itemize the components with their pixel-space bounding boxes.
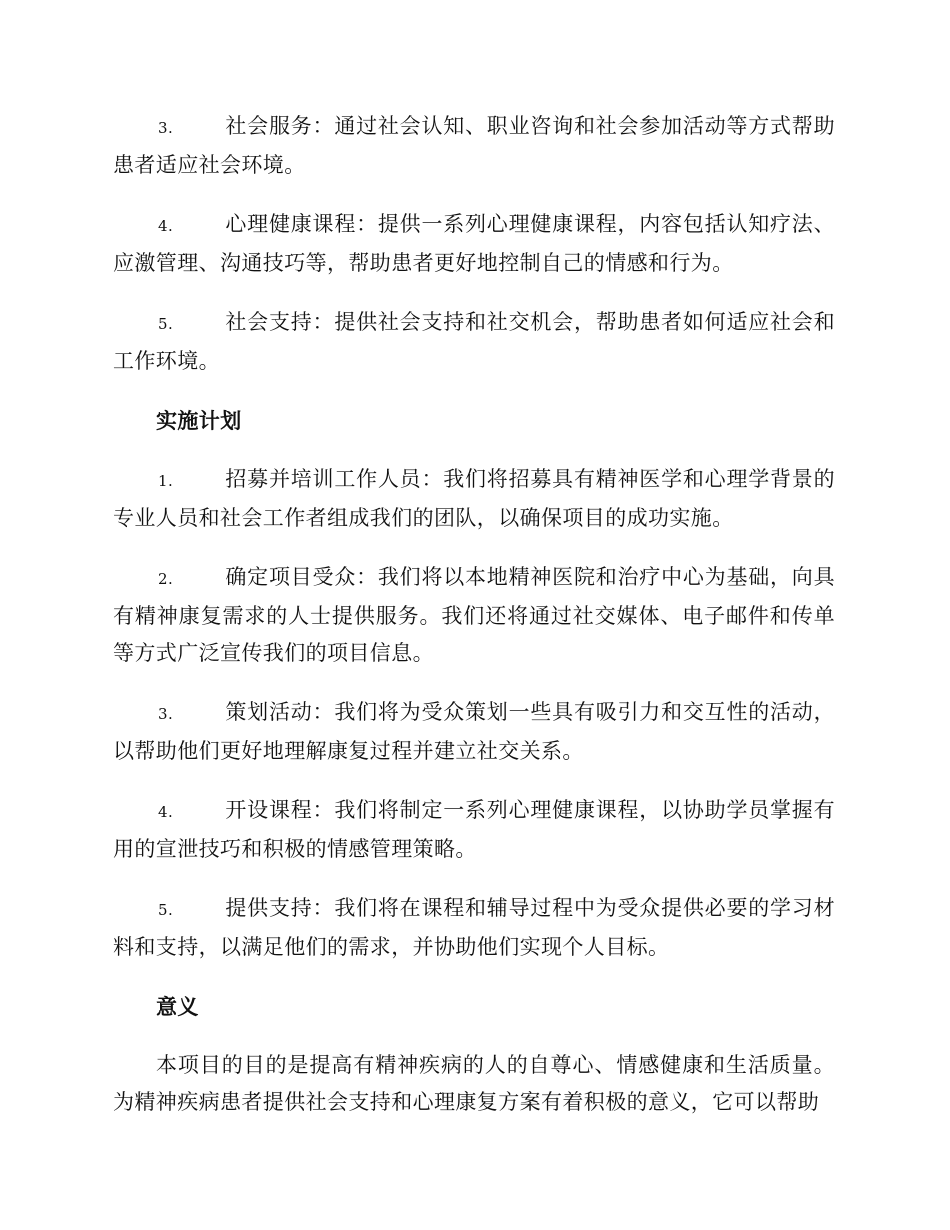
- list-text: 社会服务：通过社会认知、职业咨询和社会参加活动等方式帮助患者适应社会环境。: [113, 114, 835, 177]
- list-number: 3.: [158, 705, 174, 723]
- section-heading-meaning: 意义: [156, 994, 199, 1019]
- section-heading-plan: 实施计划: [156, 408, 242, 433]
- list-number: 5.: [158, 315, 174, 333]
- list-text: 招募并培训工作人员：我们将招募具有精神医学和心理学背景的专业人员和社会工作者组成我们的团队，以确保项目的成功实施。: [113, 467, 835, 530]
- list-number: 1.: [158, 472, 174, 490]
- list-item-plan-1: [113, 461, 835, 537]
- list-item-plan-4: [113, 792, 835, 868]
- list-item-services-5: [113, 304, 835, 380]
- list-item-plan-3: [113, 694, 835, 770]
- list-item-plan-2: [113, 559, 835, 672]
- document-body: [113, 108, 835, 1121]
- list-number: 5.: [158, 901, 174, 919]
- list-text: 确定项目受众：我们将以本地精神医院和治疗中心为基础，向具有精神康复需求的人士提供服务。我们还将通过社交媒体、电子邮件和传单等方式广泛宣传我们的项目信息。: [113, 565, 835, 665]
- list-text: 开设课程：我们将制定一系列心理健康课程，以协助学员掌握有用的宣泄技巧和积极的情感管理策略。: [113, 798, 835, 861]
- list-number: 4.: [158, 217, 174, 235]
- list-text: 心理健康课程：提供一系列心理健康课程，内容包括认知疗法、应激管理、沟通技巧等，帮助患者更好地控制自己的情感和行为。: [113, 212, 835, 275]
- list-item-services-4: [113, 206, 835, 282]
- list-item-plan-5: [113, 890, 835, 966]
- list-item-services-3: [113, 108, 835, 184]
- list-text: 社会支持：提供社会支持和社交机会，帮助患者如何适应社会和工作环境。: [113, 310, 835, 373]
- list-number: 4.: [158, 803, 174, 821]
- list-text: 策划活动：我们将为受众策划一些具有吸引力和交互性的活动，以帮助他们更好地理解康复过程并建立社交关系。: [113, 700, 835, 763]
- list-text: 提供支持：我们将在课程和辅导过程中为受众提供必要的学习材料和支持，以满足他们的需求，并协助他们实现个人目标。: [113, 896, 835, 959]
- list-number: 3.: [158, 119, 174, 137]
- meaning-paragraph: 本项目的目的是提高有精神疾病的人的自尊心、情感健康和生活质量。为精神疾病患者提供社会支持和心理康复方案有着积极的意义，它可以帮助: [113, 1053, 835, 1114]
- list-number: 2.: [158, 570, 174, 588]
